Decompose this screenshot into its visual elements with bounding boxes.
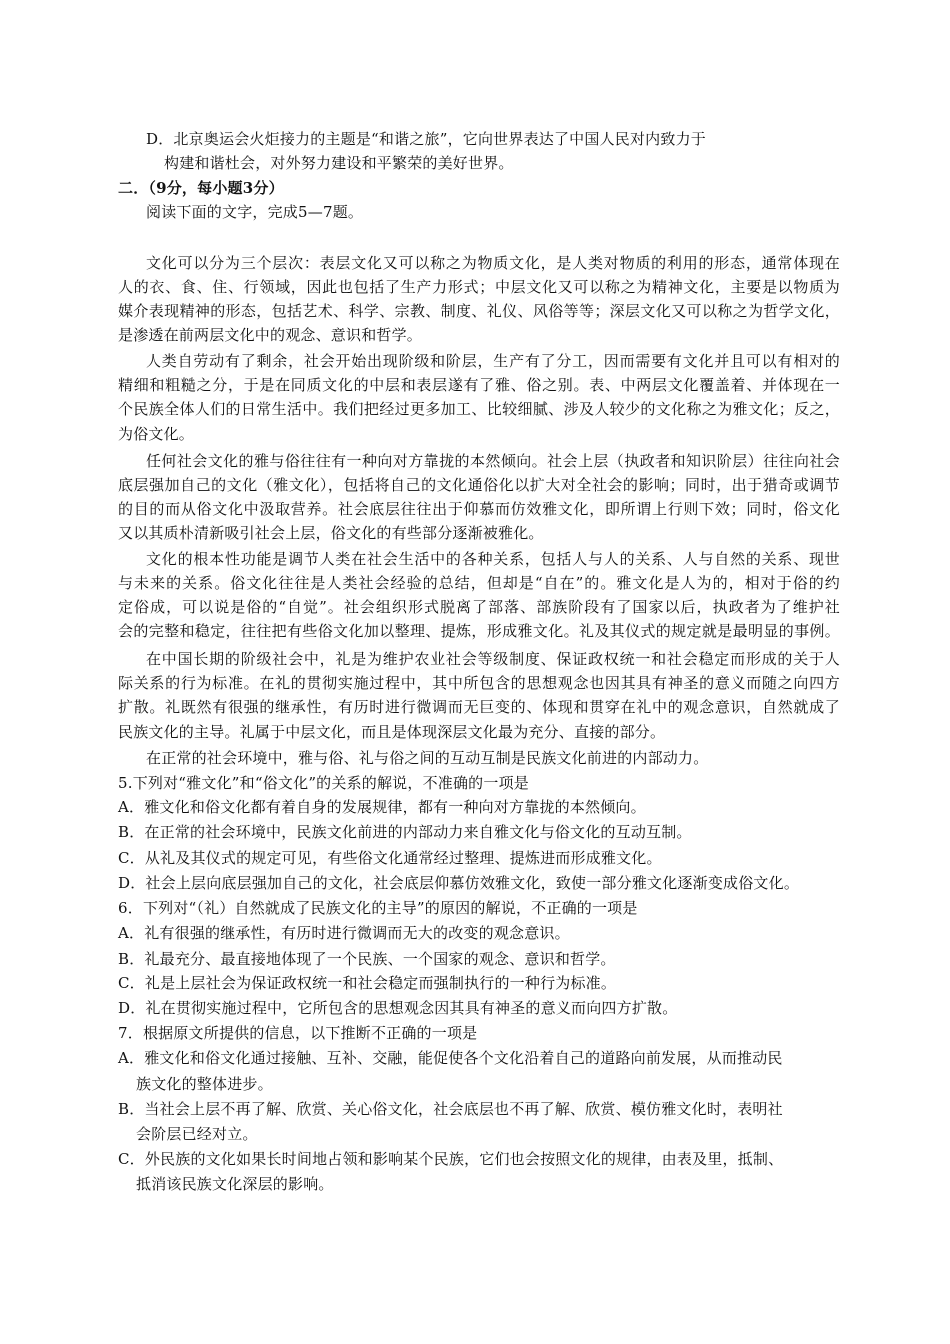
question-7-option-c-line-2: 抵消该民族文化深层的影响。 [136, 1175, 334, 1193]
passage-p1-line-4: 是渗透在前两层文化中的观念、意识和哲学。 [118, 326, 423, 344]
passage-p2-line-1: 人类自劳动有了剩余，社会开始出现阶级和阶层，生产有了分工，因而需要有文化并且可以有相对的 [146, 352, 840, 370]
question-6-option-c: C．礼是上层社会为保证政权统一和社会稳定而强制执行的一种行为标准。 [118, 974, 617, 992]
passage-p6-line-1: 在正常的社会环境中，雅与俗、礼与俗之间的互动互制是民族文化前进的内部动力。 [146, 749, 709, 767]
passage-p5-line-2: 际关系的行为标准。在礼的贯彻实施过程中，其中所包含的思想观念也因其具有神圣的意义而随之向四方 [118, 674, 840, 692]
section-heading: 二．（9分，每小题3分） [118, 179, 284, 197]
passage-p4-line-2: 与未来的关系。俗文化往往是人类社会经验的总结，但却是“自在”的。雅文化是人为的，相对于俗的约 [118, 574, 840, 592]
passage-p4-line-4: 会的完整和稳定，往往把有些俗文化加以整理、提炼，形成雅文化。礼及其仪式的规定就是最明显的事例。 [118, 622, 840, 640]
passage-p5-line-3: 扩散。礼既然有很强的继承性，有历时进行微调而无巨变的、体现和贯穿在礼中的观念意识，自然就成了 [118, 698, 840, 716]
passage-p3-line-2: 底层强加自己的文化（雅文化），包括将自己的文化通俗化以扩大对全社会的影响；同时，出于猎奇或调节 [118, 476, 840, 494]
passage-p5-line-1: 在中国长期的阶级社会中，礼是为维护农业社会等级制度、保证政权统一和社会稳定而形成的关于人 [146, 650, 840, 668]
passage-p4-line-3: 定俗成，可以说是俗的“自觉”。社会组织形式脱离了部落、部族阶段有了国家以后，执政者为了维护社 [118, 598, 840, 616]
passage-p5-line-4: 民族文化的主导。礼属于中层文化，而且是体现深层文化最为充分、直接的部分。 [118, 723, 666, 741]
passage-p3-line-1: 任何社会文化的雅与俗往往有一种向对方靠拢的本然倾向。社会上层（执政者和知识阶层）往往向社会 [146, 452, 840, 470]
question-6-option-b: B．礼最充分、最直接地体现了一个民族、一个国家的观念、意识和哲学。 [118, 950, 616, 968]
passage-p3-line-4: 又以其质朴清新吸引社会上层，俗文化的有些部分逐渐被雅化。 [118, 524, 544, 542]
question-7-option-a-line-2: 族文化的整体进步。 [136, 1075, 273, 1093]
passage-p2-line-3: 个民族全体人们的日常生活中。我们把经过更多加工、比较细腻、涉及人较少的文化称之为雅文化；反之， [118, 400, 840, 418]
prev-option-d-line-1: D．北京奥运会火炬接力的主题是“和谐之旅”，它向世界表达了中国人民对内致力于 [146, 130, 706, 148]
question-7-option-a-line-1: A．雅文化和俗文化通过接触、互补、交融，能促使各个文化沿着自己的道路向前发展，从而推动民 [118, 1049, 783, 1067]
question-5-stem: 5.下列对“雅文化”和“俗文化”的关系的解说，不准确的一项是 [118, 774, 529, 792]
prev-option-d-line-2: 构建和谐杜会，对外努力建设和平繁荣的美好世界。 [164, 154, 514, 172]
question-6-option-a: A．礼有很强的继承性，有历时进行微调而无大的改变的观念意识。 [118, 924, 570, 942]
question-7-option-b-line-1: B．当社会上层不再了解、欣赏、关心俗文化，社会底层也不再了解、欣赏、模仿雅文化时，表明社 [118, 1100, 783, 1118]
question-7-option-c-line-1: C．外民族的文化如果长时间地占领和影响某个民族，它们也会按照文化的规律，由表及里，抵制、 [118, 1150, 784, 1168]
passage-p2-line-4: 为俗文化。 [118, 425, 195, 443]
passage-p4-line-1: 文化的根本性功能是调节人类在社会生活中的各种关系，包括人与人的关系、人与自然的关系、现世 [146, 550, 840, 568]
question-5-option-c: C．从礼及其仪式的规定可见，有些俗文化通常经过整理、提炼进而形成雅文化。 [118, 849, 662, 867]
passage-p3-line-3: 的目的而从俗文化中汲取营养。社会底层往往出于仰慕而仿效雅文化，即所谓上行则下效；同时，俗文化 [118, 500, 840, 518]
question-7-stem: 7．根据原文所提供的信息，以下推断不正确的一项是 [118, 1024, 478, 1042]
question-5-option-b: B．在正常的社会环境中，民族文化前进的内部动力来自雅文化与俗文化的互动互制。 [118, 823, 692, 841]
passage-p2-line-2: 精细和粗糙之分，于是在同质文化的中层和表层遂有了雅、俗之别。表、中两层文化覆盖着、并体现在一 [118, 376, 840, 394]
section-instruction: 阅读下面的文字，完成5—7题。 [146, 203, 364, 221]
passage-p1-line-1: 文化可以分为三个层次：表层文化又可以称之为物质文化，是人类对物质的利用的形态，通常体现在 [146, 254, 840, 272]
question-5-option-d: D．社会上层向底层强加自己的文化，社会底层仰慕仿效雅文化，致使一部分雅文化逐渐变成俗文化。 [118, 874, 800, 892]
question-5-option-a: A．雅文化和俗文化都有着自身的发展规律，都有一种向对方靠拢的本然倾向。 [118, 798, 646, 816]
question-6-option-d: D．礼在贯彻实施过程中，它所包含的思想观念因其具有神圣的意义而向四方扩散。 [118, 999, 678, 1017]
question-7-option-b-line-2: 会阶层已经对立。 [136, 1125, 258, 1143]
passage-p1-line-3: 媒介表现精神的形态，包括艺术、科学、宗教、制度、礼仪、风俗等等；深层文化又可以称之为哲学文化， [118, 302, 840, 320]
question-6-stem: 6．下列对“（礼）自然就成了民族文化的主导”的原因的解说，不正确的一项是 [118, 899, 638, 917]
passage-p1-line-2: 人的衣、食、住、行领域，因此也包括了生产力形式；中层文化又可以称之为精神文化，主要是以物质为 [118, 278, 840, 296]
